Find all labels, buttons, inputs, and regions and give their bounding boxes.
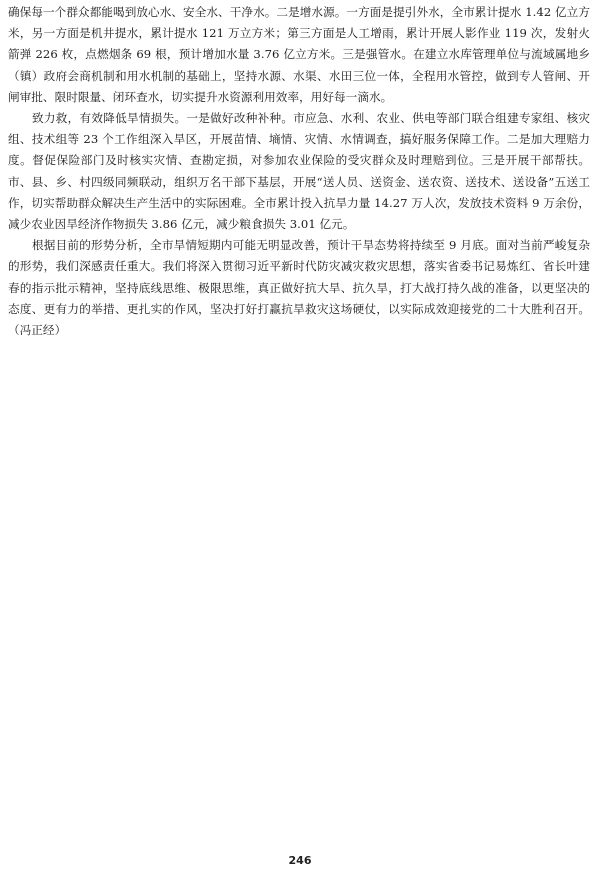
- paragraph-water-management: 确保每一个群众都能喝到放心水、安全水、干净水。二是增水源。一方面是提引外水，全市累计提水 1.42 亿立方米，另一方面是机井提水，累计提水 121 万立方米；第三方面是人工增雨，累计开展人影作业 119 次，发射火箭弹 226 枚，点燃烟条 69 根，预计增加水量 3.76 亿立方米。三是强管水。在建立水库管理单位与流域属地乡（镇）政府会商机制和用水机制的基础上，坚持水源、水渠、水田三位一体，全程用水管控，做到专人管闸、开闸审批、限时限量、闭环查水，切实提升水资源利用效率，用好每一滴水。: [8, 5, 590, 104]
- paragraph-outlook: 根据目前的形势分析，全市旱情短期内可能无明显改善，预计干旱态势将持续至 9 月底。面对当前严峻复杂的形势，我们深感责任重大。我们将深入贯彻习近平新时代防灾减灾救灾思想，落实省委书记易炼红、省长叶建春的指示批示精神，坚持底线思维、极限思维，真正做好抗大旱、抗久旱，打大战打持久战的准备，以更坚决的态度、更有力的举措、更扎实的作风，坚决打好打赢抗旱救灾这场硬仗，以实际成效迎接党的二十大胜利召开。（冯正经）: [8, 238, 590, 338]
- page-number: 246: [288, 854, 312, 867]
- paragraph-disaster-relief: 致力救，有效降低旱情损失。一是做好改种补种。市应急、水利、农业、供电等部门联合组建专家组、核灾组、技术组等 23 个工作组深入旱区，开展苗情、墒情、灾情、水情调查，搞好服务保障工作。二是加大理赔力度。督促保险部门及时核实灾情、查勘定损，对参加农业保险的受灾群众及时理赔到位。三是开展干部帮扶。市、县、乡、村四级同频联动，组织万名干部下基层，开展“送人员、送资金、送农资、送技术、送设备”五送工作，切实帮助群众解决生产生活中的实际困难。全市累计投入抗旱力量 14.27 万人次，发放技术资料 9 万余份，减少农业因旱经济作物损失 3.86 亿元，减少粮食损失 3.01 亿元。: [8, 111, 590, 232]
- body-text: [8, 2, 590, 341]
